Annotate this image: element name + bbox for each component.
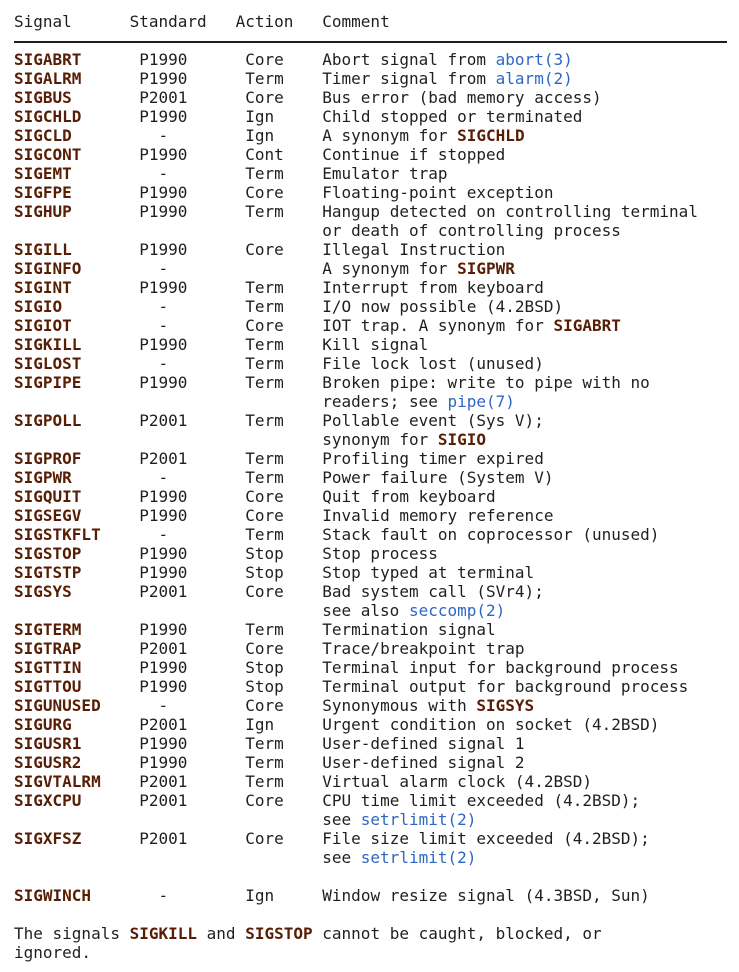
signal-ref: SIGCHLD xyxy=(457,126,525,145)
action-value: Term xyxy=(245,297,284,316)
standard-value: P1990 xyxy=(139,734,188,753)
table-row xyxy=(14,734,739,753)
table-rule xyxy=(14,41,727,43)
action-value: Cont xyxy=(245,145,284,164)
signal-name: SIGPOLL xyxy=(14,411,82,430)
comment-text: User-defined signal 2 xyxy=(322,753,525,772)
comment-text: see xyxy=(322,810,361,829)
signal-name: SIGINT xyxy=(14,278,72,297)
standard-value: - xyxy=(158,316,169,335)
table-row xyxy=(14,354,739,373)
table-rule-row xyxy=(14,31,739,50)
action-value: Term xyxy=(245,278,284,297)
action-value: Core xyxy=(245,88,284,107)
signal-name: SIGVTALRM xyxy=(14,772,101,791)
signal-name: SIGXFSZ xyxy=(14,829,82,848)
comment-text: Invalid memory reference xyxy=(322,506,554,525)
signal-name: SIGURG xyxy=(14,715,72,734)
comment-text: Terminal output for background process xyxy=(322,677,689,696)
comment-text: Trace/breakpoint trap xyxy=(322,639,525,658)
table-row xyxy=(14,582,739,601)
standard-value: P2001 xyxy=(139,772,188,791)
signal-name: SIGUNUSED xyxy=(14,696,101,715)
comment-text: Pollable event (Sys V); xyxy=(322,411,544,430)
standard-value: P2001 xyxy=(139,411,188,430)
table-row xyxy=(14,563,739,582)
comment-text: Kill signal xyxy=(322,335,429,354)
table-row xyxy=(14,639,739,658)
table-row xyxy=(14,715,739,734)
table-header-row xyxy=(14,12,739,31)
table-row xyxy=(14,164,739,183)
signal-name: SIGLOST xyxy=(14,354,82,373)
table-row xyxy=(14,753,739,772)
signal-name: SIGHUP xyxy=(14,202,72,221)
comment-text: Urgent condition on socket (4.2BSD) xyxy=(322,715,660,734)
signal-name: SIGEMT xyxy=(14,164,72,183)
man-page-link[interactable]: seccomp(2) xyxy=(408,601,506,620)
signal-name: SIGBUS xyxy=(14,88,72,107)
standard-value: P1990 xyxy=(139,506,188,525)
standard-value: P2001 xyxy=(139,582,188,601)
action-value: Core xyxy=(245,791,284,810)
table-row xyxy=(14,202,739,221)
action-value: Term xyxy=(245,164,284,183)
standard-value: P2001 xyxy=(139,639,188,658)
signal-name: SIGIO xyxy=(14,297,63,316)
action-value: Stop xyxy=(245,677,284,696)
footer-paragraph-line xyxy=(14,924,739,943)
comment-text: The signals xyxy=(14,924,130,943)
signal-name: SIGXCPU xyxy=(14,791,82,810)
table-row xyxy=(14,829,739,848)
signal-name: SIGALRM xyxy=(14,69,82,88)
comment-text: Continue if stopped xyxy=(322,145,506,164)
signal-name: SIGFPE xyxy=(14,183,72,202)
standard-value: P1990 xyxy=(139,107,188,126)
action-value: Core xyxy=(245,639,284,658)
action-value: Ign xyxy=(245,126,275,145)
blank-row xyxy=(14,867,739,886)
table-row xyxy=(14,772,739,791)
comment-text: Child stopped or terminated xyxy=(322,107,583,126)
man-page-link[interactable]: abort(3) xyxy=(495,50,573,69)
comment-text: see xyxy=(322,848,361,867)
table-row xyxy=(14,183,739,202)
table-row xyxy=(14,487,739,506)
comment-text: File size limit exceeded (4.2BSD); xyxy=(322,829,650,848)
man-page-link[interactable]: setrlimit(2) xyxy=(360,848,477,867)
action-value: Term xyxy=(245,202,284,221)
standard-value: - xyxy=(158,354,169,373)
table-row xyxy=(14,297,739,316)
comment-text: Terminal input for background process xyxy=(322,658,679,677)
table-row xyxy=(14,696,739,715)
comment-text: User-defined signal 1 xyxy=(322,734,525,753)
action-value: Stop xyxy=(245,563,284,582)
comment-text: File lock lost (unused) xyxy=(322,354,544,373)
signal-name: SIGABRT xyxy=(14,50,82,69)
signal-ref: SIGPWR xyxy=(457,259,515,278)
table-row xyxy=(14,810,739,829)
comment-text: or death of controlling process xyxy=(322,221,621,240)
standard-value: - xyxy=(158,886,169,905)
standard-value: P2001 xyxy=(139,715,188,734)
comment-text: IOT trap. A synonym for xyxy=(322,316,554,335)
action-value: Term xyxy=(245,373,284,392)
action-value: Term xyxy=(245,335,284,354)
comment-text: and xyxy=(197,924,246,943)
standard-value: P1990 xyxy=(139,278,188,297)
standard-value: P1990 xyxy=(139,240,188,259)
comment-text: I/O now possible (4.2BSD) xyxy=(322,297,564,316)
standard-value: - xyxy=(158,297,169,316)
signal-name: SIGCONT xyxy=(14,145,82,164)
signal-name: SIGPROF xyxy=(14,449,82,468)
action-value: Core xyxy=(245,487,284,506)
table-row xyxy=(14,620,739,639)
signal-name: SIGPIPE xyxy=(14,373,82,392)
action-value: Ign xyxy=(245,107,275,126)
standard-value: P1990 xyxy=(139,544,188,563)
signal-name: SIGINFO xyxy=(14,259,82,278)
comment-text: Synonymous with xyxy=(322,696,477,715)
action-value: Core xyxy=(245,829,284,848)
standard-value: P1990 xyxy=(139,145,188,164)
standard-value: - xyxy=(158,259,169,278)
standard-value: - xyxy=(158,164,169,183)
action-value: Term xyxy=(245,449,284,468)
action-value: Core xyxy=(245,183,284,202)
signal-ref: SIGIO xyxy=(437,430,487,449)
col-header-comment: Comment xyxy=(322,12,390,31)
table-row xyxy=(14,240,739,259)
table-row xyxy=(14,848,739,867)
standard-value: P1990 xyxy=(139,50,188,69)
standard-value: P1990 xyxy=(139,183,188,202)
comment-text: Termination signal xyxy=(322,620,496,639)
table-row xyxy=(14,373,739,392)
action-value: Term xyxy=(245,468,284,487)
action-value: Ign xyxy=(245,886,275,905)
signal-name: SIGCHLD xyxy=(14,107,82,126)
signal-name: SIGTRAP xyxy=(14,639,82,658)
standard-value: P2001 xyxy=(139,449,188,468)
comment-text: Power failure (System V) xyxy=(322,468,554,487)
signal-name: SIGTTIN xyxy=(14,658,82,677)
comment-text: CPU time limit exceeded (4.2BSD); xyxy=(322,791,641,810)
comment-text: Window resize signal (4.3BSD, Sun) xyxy=(322,886,650,905)
standard-value: P1990 xyxy=(139,658,188,677)
comment-text: Broken pipe: write to pipe with no xyxy=(322,373,650,392)
standard-value: - xyxy=(158,468,169,487)
comment-text: Hangup detected on controlling terminal xyxy=(322,202,698,221)
comment-text: Bus error (bad memory access) xyxy=(322,88,602,107)
table-row xyxy=(14,221,739,240)
table-row xyxy=(14,791,739,810)
signal-name: SIGCLD xyxy=(14,126,72,145)
comment-text: ignored. xyxy=(14,943,92,962)
signal-name: SIGSYS xyxy=(14,582,72,601)
signal-ref: SIGSYS xyxy=(476,696,535,715)
comment-text: Illegal Instruction xyxy=(322,240,506,259)
standard-value: P1990 xyxy=(139,677,188,696)
comment-text: Emulator trap xyxy=(322,164,448,183)
comment-text: Quit from keyboard xyxy=(322,487,496,506)
table-row xyxy=(14,145,739,164)
table-row xyxy=(14,411,739,430)
comment-text: Profiling timer expired xyxy=(322,449,544,468)
signal-name: SIGQUIT xyxy=(14,487,82,506)
action-value: Term xyxy=(245,753,284,772)
man-page-link[interactable]: alarm(2) xyxy=(495,69,573,88)
table-row xyxy=(14,601,739,620)
action-value: Core xyxy=(245,240,284,259)
comment-text: Timer signal from xyxy=(322,69,496,88)
table-row xyxy=(14,392,739,411)
standard-value: - xyxy=(158,525,169,544)
standard-value: P1990 xyxy=(139,69,188,88)
action-value: Core xyxy=(245,696,284,715)
comment-text: readers; see xyxy=(322,392,448,411)
table-row xyxy=(14,69,739,88)
table-row xyxy=(14,107,739,126)
comment-text: Stop typed at terminal xyxy=(322,563,535,582)
comment-text: Stop process xyxy=(322,544,438,563)
action-value: Core xyxy=(245,316,284,335)
standard-value: P2001 xyxy=(139,791,188,810)
signal-name: SIGTSTP xyxy=(14,563,82,582)
signal-name: SIGSTOP xyxy=(14,544,82,563)
action-value: Core xyxy=(245,582,284,601)
blank-row xyxy=(14,905,739,924)
comment-text: A synonym for xyxy=(322,126,458,145)
action-value: Term xyxy=(245,69,284,88)
table-row xyxy=(14,658,739,677)
standard-value: P1990 xyxy=(139,563,188,582)
standard-value: P1990 xyxy=(139,487,188,506)
comment-text: Floating-point exception xyxy=(322,183,554,202)
table-row xyxy=(14,544,739,563)
standard-value: P1990 xyxy=(139,620,188,639)
man-page-link[interactable]: setrlimit(2) xyxy=(360,810,477,829)
signal-name: SIGSEGV xyxy=(14,506,82,525)
col-header-signal: Signal xyxy=(14,12,72,31)
table-row xyxy=(14,50,739,69)
comment-text: Stack fault on coprocessor (unused) xyxy=(322,525,660,544)
standard-value: P1990 xyxy=(139,202,188,221)
comment-text: see also xyxy=(322,601,409,620)
action-value: Term xyxy=(245,772,284,791)
action-value: Term xyxy=(245,620,284,639)
table-row xyxy=(14,335,739,354)
standard-value: P2001 xyxy=(139,829,188,848)
comment-text: Abort signal from xyxy=(322,50,496,69)
standard-value: P2001 xyxy=(139,88,188,107)
table-row xyxy=(14,316,739,335)
action-value: Core xyxy=(245,506,284,525)
action-value: Term xyxy=(245,525,284,544)
action-value: Stop xyxy=(245,544,284,563)
table-row xyxy=(14,468,739,487)
signal-name: SIGUSR2 xyxy=(14,753,82,772)
signal-name: SIGSTKFLT xyxy=(14,525,101,544)
signal-ref: SIGSTOP xyxy=(245,924,313,943)
comment-text: synonym for xyxy=(322,430,438,449)
col-header-standard: Standard xyxy=(129,12,207,31)
signal-ref: SIGKILL xyxy=(129,924,198,943)
man-page-link[interactable]: pipe(7) xyxy=(447,392,515,411)
signal-name: SIGTERM xyxy=(14,620,82,639)
table-row xyxy=(14,88,739,107)
table-row xyxy=(14,449,739,468)
signal-name: SIGKILL xyxy=(14,335,82,354)
standard-value: P1990 xyxy=(139,373,188,392)
action-value: Ign xyxy=(245,715,275,734)
signal-name: SIGTTOU xyxy=(14,677,82,696)
standard-value: P1990 xyxy=(139,335,188,354)
col-header-action: Action xyxy=(235,12,294,31)
signal-ref: SIGABRT xyxy=(553,316,621,335)
standard-value: - xyxy=(158,696,169,715)
table-row xyxy=(14,259,739,278)
comment-text: Virtual alarm clock (4.2BSD) xyxy=(322,772,592,791)
table-row xyxy=(14,278,739,297)
standard-value: P1990 xyxy=(139,753,188,772)
table-row xyxy=(14,525,739,544)
standard-value: - xyxy=(158,126,169,145)
action-value: Term xyxy=(245,354,284,373)
table-row xyxy=(14,506,739,525)
table-row xyxy=(14,126,739,145)
signal-name: SIGWINCH xyxy=(14,886,92,905)
footer-paragraph-line xyxy=(14,943,739,962)
comment-text: cannot be caught, blocked, or xyxy=(312,924,602,943)
action-value: Term xyxy=(245,411,284,430)
table-row xyxy=(14,430,739,449)
table-row xyxy=(14,886,739,905)
comment-text: Interrupt from keyboard xyxy=(322,278,544,297)
action-value: Term xyxy=(245,734,284,753)
signal-name: SIGPWR xyxy=(14,468,72,487)
table-row xyxy=(14,677,739,696)
action-value: Core xyxy=(245,50,284,69)
signal-name: SIGIOT xyxy=(14,316,72,335)
signal-name: SIGILL xyxy=(14,240,72,259)
action-value: Stop xyxy=(245,658,284,677)
signal-name: SIGUSR1 xyxy=(14,734,82,753)
comment-text: A synonym for xyxy=(322,259,458,278)
comment-text: Bad system call (SVr4); xyxy=(322,582,544,601)
